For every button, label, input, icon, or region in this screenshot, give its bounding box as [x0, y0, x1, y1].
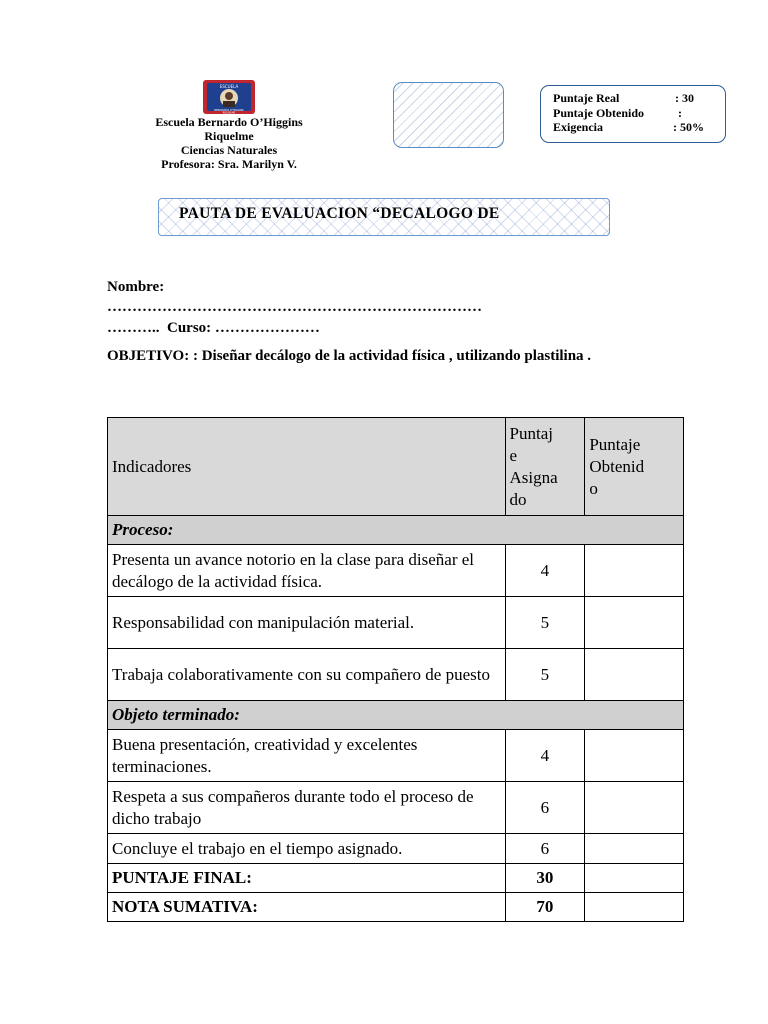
score-real-label: Puntaje Real: [553, 91, 620, 105]
total-row-final-score: [108, 864, 684, 893]
header-assigned-points: [505, 418, 585, 516]
teacher-name: Profesora: Sra. Marilyn V.: [161, 157, 297, 171]
total-obtained-cell[interactable]: [585, 864, 684, 893]
indicator-text: Concluye el trabajo en el tiempo asignado.: [108, 834, 506, 864]
obtained-points-cell[interactable]: [585, 649, 684, 701]
header-assigned-line: Asigna: [509, 467, 558, 487]
header-assigned-line: Puntaj: [509, 423, 553, 443]
assigned-points: 4: [505, 730, 585, 782]
section-row-process: [108, 516, 684, 545]
logo-label-bottom: RIQUELME: [222, 111, 236, 115]
score-exigencia-label: Exigencia: [553, 120, 603, 134]
name-fill-dots: ………..: [107, 320, 160, 336]
header-assigned-line: e: [509, 445, 518, 465]
table-row: [108, 597, 684, 649]
table-row: [108, 782, 684, 834]
assigned-points: 5: [505, 597, 585, 649]
total-value: 30: [505, 864, 585, 893]
score-exigencia-value: : 50%: [673, 120, 704, 134]
total-value: 70: [505, 893, 585, 922]
name-fill-line-continued: [107, 320, 320, 337]
header-indicators: Indicadores: [108, 418, 506, 516]
header-obtained-line: o: [589, 478, 598, 498]
indicator-text: Presenta un avance notorio en la clase para diseñar el decálogo de la actividad física.: [108, 545, 506, 597]
table-row: [108, 649, 684, 701]
page-title: PAUTA DE EVALUACION “DECALOGO DE: [179, 205, 500, 222]
school-logo: [203, 80, 255, 114]
objective-text: OBJETIVO: : Diseñar decálogo de la actividad física , utilizando plastilina .: [107, 348, 592, 364]
score-real-value: : 30: [675, 91, 694, 105]
school-info: [128, 115, 330, 171]
total-row-summative-grade: [108, 893, 684, 922]
course-fill-line: …………………: [214, 320, 320, 336]
assigned-points: 5: [505, 649, 585, 701]
section-label: Proceso:: [108, 516, 684, 545]
obtained-points-cell[interactable]: [585, 545, 684, 597]
total-label: PUNTAJE FINAL:: [108, 864, 506, 893]
indicator-text: Buena presentación, creatividad y excelentes terminaciones.: [108, 730, 506, 782]
obtained-points-cell[interactable]: [585, 782, 684, 834]
logo-label-top: ESCUELA: [219, 84, 239, 89]
score-obtained-value: :: [678, 106, 682, 120]
table-row: [108, 730, 684, 782]
score-obtained-label: Puntaje Obtenido: [553, 106, 645, 120]
header-obtained-line: Puntaje: [589, 434, 641, 454]
score-summary-box: [540, 85, 726, 143]
table-row: [108, 834, 684, 864]
header-obtained-points: [585, 418, 684, 516]
name-label: Nombre:: [107, 279, 165, 295]
school-name: Escuela Bernardo O’Higgins: [155, 115, 303, 129]
subject-name: Ciencias Naturales: [180, 143, 278, 157]
assigned-points: 6: [505, 834, 585, 864]
rubric-table: [107, 417, 684, 922]
indicator-text: Respeta a sus compañeros durante todo el proceso de dicho trabajo: [108, 782, 506, 834]
school-name-line2: Riquelme: [204, 129, 254, 143]
grade-box: [393, 82, 504, 148]
title-banner: [158, 198, 610, 236]
obtained-points-cell[interactable]: [585, 597, 684, 649]
table-header-row: [108, 418, 684, 516]
table-row: [108, 545, 684, 597]
name-fill-line: …………………………………………………………………: [107, 299, 482, 315]
assigned-points: 6: [505, 782, 585, 834]
indicator-text: Trabaja colaborativamente con su compañero de puesto: [108, 649, 506, 701]
indicator-text: Responsabilidad con manipulación material.: [108, 597, 506, 649]
total-obtained-cell[interactable]: [585, 893, 684, 922]
obtained-points-cell[interactable]: [585, 730, 684, 782]
section-label: Objeto terminado:: [108, 701, 684, 730]
assigned-points: 4: [505, 545, 585, 597]
obtained-points-cell[interactable]: [585, 834, 684, 864]
section-row-finished-object: [108, 701, 684, 730]
total-label: NOTA SUMATIVA:: [108, 893, 506, 922]
course-label: Curso:: [167, 320, 212, 336]
header-assigned-line: do: [509, 489, 527, 509]
logo-label-middle: BERNARDO O'HIGGINS: [214, 109, 244, 112]
header-obtained-line: Obtenid: [589, 456, 645, 476]
